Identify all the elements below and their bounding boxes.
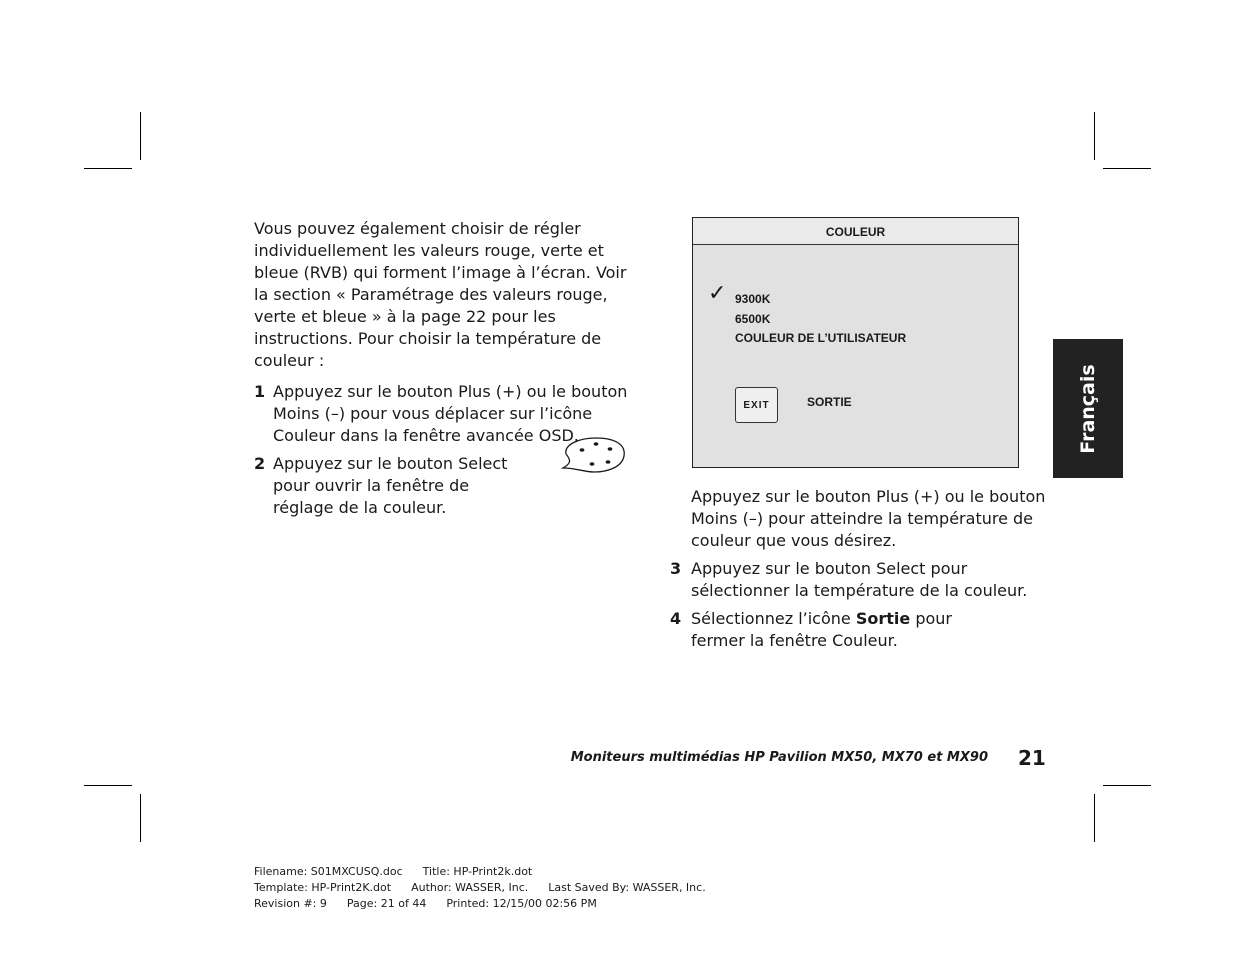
crop-mark: [140, 794, 141, 842]
step-text: Appuyez sur le bouton Select pour sélectionner la température de la couleur.: [691, 559, 1028, 600]
select-button-icon: [560, 434, 630, 476]
meta-author: Author: WASSER, Inc.: [411, 881, 529, 894]
meta-line-2: [254, 880, 726, 896]
exit-text: SORTIE: [807, 395, 852, 409]
meta-line-3: [254, 896, 726, 912]
option-user-color[interactable]: COULEUR DE L’UTILISATEUR: [735, 331, 907, 345]
step-text-after: pour fermer la fenêtre Couleur.: [691, 609, 952, 650]
step-number: 4: [670, 609, 682, 628]
sortie-bold: Sortie: [855, 609, 911, 628]
meta-filename: Filename: S01MXCUSQ.doc: [254, 865, 403, 878]
meta-page: Page: 21 of 44: [346, 897, 427, 910]
step-text: Appuyez sur le bouton Select pour ouvrir la fenêtre de réglage de la couleur.: [273, 454, 508, 517]
exit-label: EXIT: [743, 399, 770, 411]
exit-button[interactable]: [735, 387, 778, 423]
language-tab-label: Français: [1077, 363, 1099, 454]
meta-template: Template: HP-Print2K.dot: [254, 881, 392, 894]
checkmark-icon: ✓: [708, 280, 727, 305]
meta-revision: Revision #: 9: [254, 897, 327, 910]
crop-mark: [1103, 168, 1151, 169]
document-metadata: [254, 864, 726, 912]
continuation-paragraph: Appuyez sur le bouton Plus (+) ou le bouton Moins (–) pour atteindre la température de couleur que vous désirez.: [691, 487, 1046, 550]
option-6500k[interactable]: 6500K: [735, 312, 771, 326]
step-number: 3: [670, 559, 682, 578]
osd-color-window: [692, 217, 1019, 468]
step-text: Appuyez sur le bouton Plus (+) ou le bouton Moins (–) pour vous déplacer sur l’icône Couleur dans la fenêtre avancée OSD.: [273, 382, 628, 445]
crop-mark: [84, 168, 132, 169]
meta-title: Title: HP-Print2k.dot: [422, 865, 533, 878]
intro-paragraph: Vous pouvez également choisir de régler individuellement les valeurs rouge, verte et bleue (RVB) qui forment l’image à l’écran. Voir la section « Paramétrage des valeurs rouge, verte et bleue » à la page 22 pour les instructions. Pour choisir la température de couleur :: [254, 219, 627, 370]
meta-line-1: [254, 864, 726, 880]
option-9300k[interactable]: 9300K: [735, 292, 771, 306]
right-column: [670, 486, 1050, 652]
crop-mark: [84, 785, 132, 786]
page-number: 21: [1018, 746, 1046, 770]
meta-printed: Printed: 12/15/00 02:56 PM: [446, 897, 597, 910]
step-4: [670, 608, 1050, 652]
crop-mark: [140, 112, 141, 160]
language-tab: [1053, 339, 1123, 478]
step-text-before: Sélectionnez l’icône: [691, 609, 856, 628]
osd-title: COULEUR: [693, 218, 1018, 245]
meta-saved: Last Saved By: WASSER, Inc.: [548, 881, 706, 894]
step-3: [670, 558, 1050, 602]
footer-title: Moniteurs multimédias HP Pavilion MX50, MX70 et MX90: [570, 750, 988, 765]
crop-mark: [1094, 794, 1095, 842]
crop-mark: [1103, 785, 1151, 786]
step-number: 2: [254, 454, 266, 473]
crop-mark: [1094, 112, 1095, 160]
step-number: 1: [254, 382, 266, 401]
